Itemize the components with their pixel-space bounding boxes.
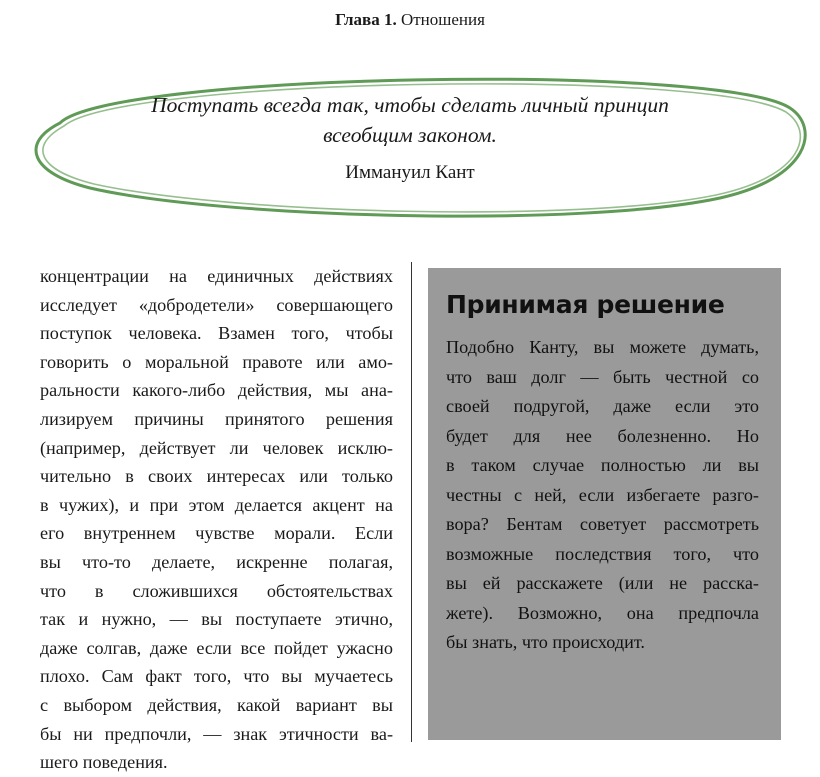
sidebar-line: возможные последствия того, что — [446, 543, 759, 564]
body-line: концентрации на единичных действиях — [40, 266, 393, 286]
body-column — [40, 262, 393, 777]
quote-author: Иммануил Кант — [345, 162, 475, 183]
column-divider — [411, 262, 412, 742]
body-line: его внутреннем чувстве морали. Если — [40, 523, 393, 544]
sidebar-line: в таком случае полностью ли вы — [446, 455, 759, 475]
sidebar-line: Подобно Канту, вы можете думать, — [446, 337, 759, 357]
sidebar-line: вора? Бентам советует рассмотреть — [446, 514, 759, 534]
body-line: поступок человека. Взамен того, чтобы — [40, 323, 393, 344]
quote-text — [70, 90, 750, 150]
body-line: лизируем причины принятого решения — [40, 408, 393, 429]
sidebar-line: что ваш долг — быть честной со — [446, 366, 759, 387]
quote-line: всеобщим законом. — [323, 123, 497, 147]
body-line: исследует «добродетели» совершающего — [40, 294, 393, 315]
sidebar-line: честны с ней, если избегаете разго- — [446, 484, 759, 505]
body-line: бы ни предпочли, — знак этичности ва- — [40, 723, 393, 744]
quote-line: Поступать всегда так, чтобы сделать личный принцип — [151, 93, 669, 117]
body-line: в чужих), и при этом делается акцент на — [40, 494, 393, 515]
sidebar-line: вы ей расскажете (или не расска- — [446, 573, 759, 593]
body-line: чительно в своих интересах или только — [40, 466, 393, 487]
chapter-header — [0, 10, 820, 30]
sidebar-line: своей подругой, даже если это — [446, 396, 759, 416]
sidebar-title: Принимая решение — [446, 290, 725, 319]
body-line: ральности какого-либо действия, мы ана- — [40, 380, 393, 401]
chapter-title: Отношения — [400, 10, 485, 29]
body-line: говорить о моральной правоте или амо- — [40, 351, 393, 372]
sidebar-line: будет для нее болезненно. Но — [446, 425, 759, 446]
sidebar-line: жете). Возможно, она предпочла — [446, 602, 759, 623]
body-line: что в сложившихся обстоятельствах — [40, 580, 393, 601]
sidebar-line: бы знать, что происходит. — [446, 632, 645, 652]
body-line: даже солгав, даже если все пойдет ужасно — [40, 637, 393, 658]
sidebar-box — [428, 268, 781, 740]
body-line: плохо. Сам факт того, что вы мучаетесь — [40, 666, 393, 687]
sidebar-text — [446, 333, 759, 658]
body-line: вы что-то делаете, искренне полагая, — [40, 551, 393, 572]
body-line: шего поведения. — [40, 752, 168, 773]
chapter-label: Глава 1. — [335, 10, 397, 29]
sidebar-content — [446, 290, 759, 658]
body-line: с выбором действия, какой вариант вы — [40, 694, 393, 715]
body-line: (например, действует ли человек исклю- — [40, 437, 393, 458]
body-line: так и нужно, — вы поступаете этично, — [40, 609, 393, 630]
